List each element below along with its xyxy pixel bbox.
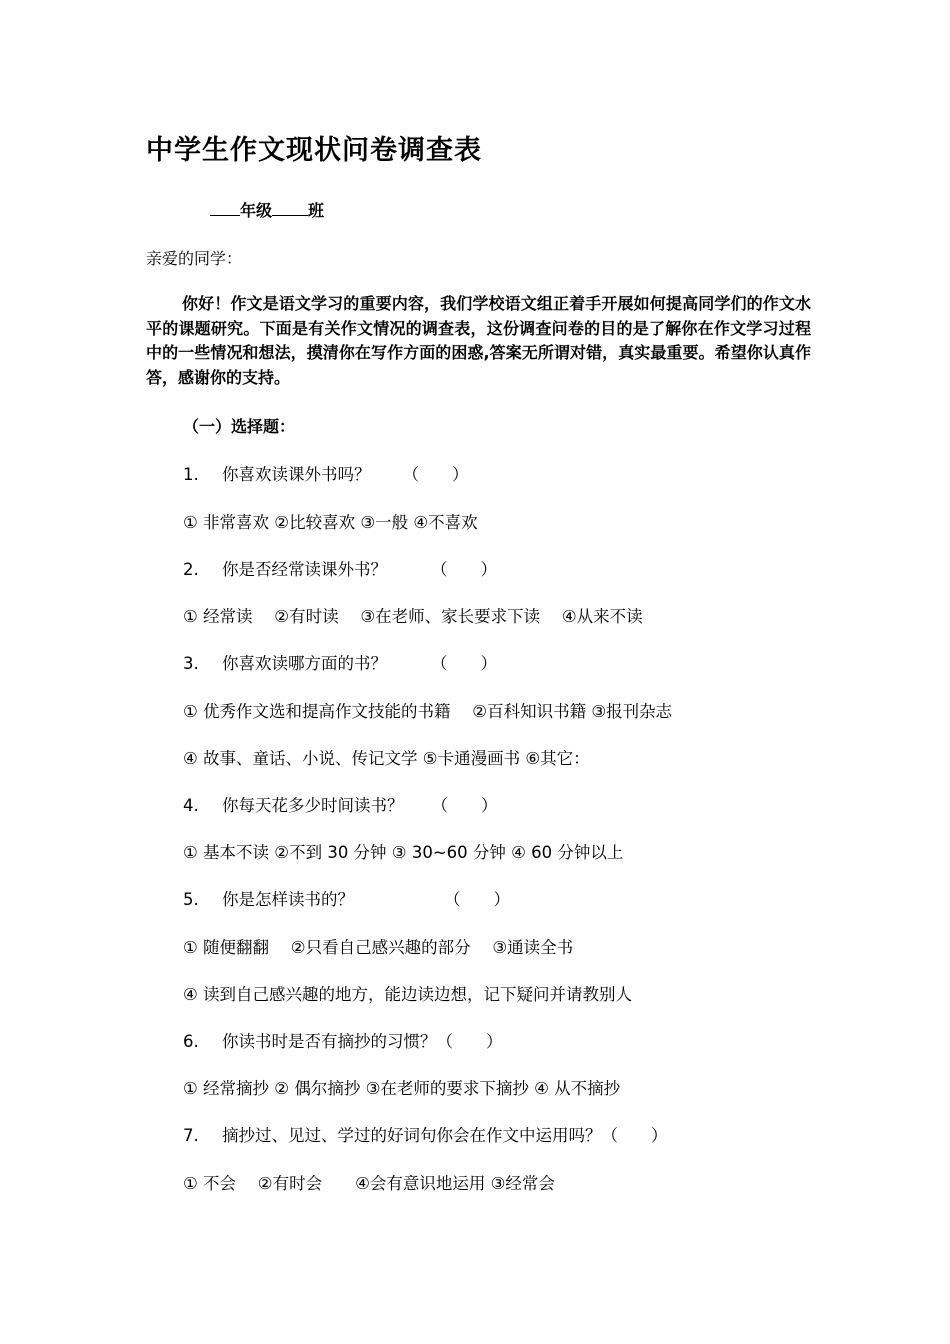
question-3-options-a: ① 优秀作文选和提高作文技能的书籍 ②百科知识书籍 ③报刊杂志 — [183, 702, 673, 721]
grade-blank[interactable] — [210, 199, 240, 216]
intro-paragraph — [146, 292, 811, 390]
intro-text: 你好！作文是语文学习的重要内容，我们学校语文组正着手开展如何提高同学们的作文水平的课题研究。下面是有关作文情况的调查表，这份调查问卷的目的是了解你在作文学习过程中的一些情况和想法，摸清你在写作方面的困惑,答案无所谓对错，真实最重要。希望你认真作答，感谢你的支持。 — [146, 294, 811, 387]
question-number: 4. — [183, 796, 199, 815]
question-number: 7. — [183, 1126, 199, 1145]
question-number: 1. — [183, 465, 199, 484]
section-heading: （一）选择题： — [183, 417, 296, 436]
question-5 — [183, 886, 510, 910]
question-5-options-b: ④ 读到自己感兴趣的地方，能边读边想，记下疑问并请教别人 — [183, 985, 633, 1004]
question-3 — [183, 650, 497, 674]
answer-blank[interactable]: （ ） — [444, 890, 510, 909]
question-text: 摘抄过、见过、学过的好词句你会在作文中运用吗？ — [222, 1126, 602, 1145]
question-5-options-a: ① 随便翻翻 ②只看自己感兴趣的部分 ③通读全书 — [183, 938, 574, 957]
question-6-options: ① 经常摘抄 ② 偶尔摘抄 ③在老师的要求下摘抄 ④ 从不摘抄 — [183, 1079, 621, 1098]
question-1-options: ① 非常喜欢 ②比较喜欢 ③一般 ④不喜欢 — [183, 513, 478, 532]
question-text: 你每天花多少时间读书？ — [222, 796, 404, 815]
question-2 — [183, 556, 497, 580]
grade-label: 年级 — [240, 201, 273, 220]
question-number: 6. — [183, 1032, 199, 1051]
question-text: 你喜欢读哪方面的书？ — [222, 654, 387, 673]
question-3-options-b: ④ 故事、童话、小说、传记文学 ⑤卡通漫画书 ⑥其它： — [183, 749, 590, 768]
question-text: 你读书时是否有摘抄的习惯？ — [222, 1032, 437, 1051]
question-2-options: ① 经常读 ②有时读 ③在老师、家长要求下读 ④从来不读 — [183, 607, 643, 626]
question-number: 2. — [183, 560, 199, 579]
question-text: 你是否经常读课外书？ — [222, 560, 387, 579]
answer-blank[interactable]: （ ） — [601, 1126, 668, 1145]
answer-blank[interactable]: （ ） — [431, 796, 498, 815]
question-number: 3. — [183, 654, 199, 673]
answer-blank[interactable]: （ ） — [402, 465, 469, 484]
question-number: 5. — [183, 890, 199, 909]
page-title: 中学生作文现状问卷调查表 — [146, 135, 482, 166]
question-4 — [183, 792, 498, 816]
question-text: 你喜欢读课外书吗？ — [222, 465, 371, 484]
question-6 — [183, 1028, 503, 1052]
class-blank[interactable] — [272, 199, 308, 216]
question-7-options: ① 不会 ②有时会 ④会有意识地运用 ③经常会 — [183, 1174, 555, 1193]
grade-class-line — [210, 198, 324, 221]
question-4-options: ① 基本不读 ②不到 30 分钟 ③ 30~60 分钟 ④ 60 分钟以上 — [183, 843, 624, 862]
answer-blank[interactable]: （ ） — [436, 1032, 503, 1051]
answer-blank[interactable]: （ ） — [431, 654, 497, 673]
question-7 — [183, 1122, 668, 1146]
answer-blank[interactable]: （ ） — [431, 560, 497, 579]
class-label: 班 — [308, 201, 325, 220]
question-1 — [183, 461, 469, 485]
question-text: 你是怎样读书的？ — [222, 890, 354, 909]
greeting: 亲爱的同学： — [146, 249, 243, 268]
